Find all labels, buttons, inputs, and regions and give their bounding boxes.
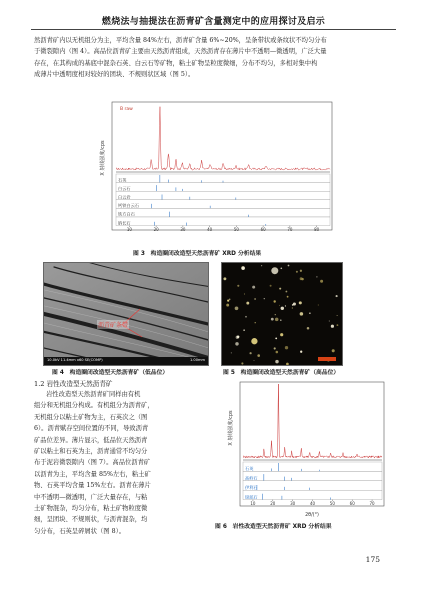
figure4-annotation: 沥青矿条带 bbox=[98, 322, 129, 329]
x-tick-label: 30 bbox=[290, 501, 296, 507]
section-line: 匀分布，石英呈碎屑状（图 8）。 bbox=[34, 527, 126, 535]
section-line: 物、石英平均含量 15%左右。沥青在薄片 bbox=[34, 482, 151, 490]
intro-paragraph bbox=[34, 35, 394, 81]
figure6-xrd-chart bbox=[226, 378, 388, 518]
figure3-xrd-chart bbox=[98, 98, 336, 246]
phase-label: 伊利石 bbox=[245, 484, 258, 490]
section-line: 组分和无机组分构成。有机组分为沥青矿， bbox=[34, 402, 154, 410]
phase-label: 高岭石 bbox=[245, 475, 258, 481]
intro-line: 成薄片中透明度相对较好的团块、不规则状区域（图 5）。 bbox=[34, 71, 195, 79]
section-line: 细，呈团块、不规则状，与沥青混杂，均 bbox=[34, 516, 148, 524]
figure3-ylabel: X 射线强度/cps bbox=[100, 140, 106, 176]
x-tick-label: 40 bbox=[309, 501, 316, 507]
phase-label: 钠长石 bbox=[118, 220, 131, 226]
figure4-caption: 图 4 构造圈闭改造型天然沥青矿（低品位） bbox=[52, 370, 169, 376]
figure5-caption: 图 5 构造圈闭改造型天然沥青矿（高品位） bbox=[223, 370, 340, 376]
figure3-caption: 图 3 构造圈闭改造型天然沥青矿 XRD 分析结果 bbox=[133, 251, 262, 257]
section-line: 6）。沥青赋存空间位置的不同，导致沥青 bbox=[34, 425, 149, 433]
section-line: 布于泥岩微裂隙内（图 7）。高品位沥青矿 bbox=[34, 459, 151, 467]
figure3-inset-label: B raw bbox=[120, 107, 133, 112]
section-line: 无机组分以粘土矿物为主，石英次之（图 bbox=[34, 413, 148, 421]
x-tick-label: 10 bbox=[250, 501, 256, 507]
phase-label: 白云岩 bbox=[118, 194, 131, 200]
x-tick-label: 60 bbox=[349, 501, 355, 507]
x-tick-label: 60 bbox=[260, 227, 266, 233]
figure6-phase-panel bbox=[243, 462, 382, 500]
phase-label: 白云石 bbox=[118, 185, 131, 191]
figure6-xlabel: 2θ/(°) bbox=[305, 513, 319, 518]
header-rule bbox=[31, 29, 396, 30]
section-heading: 1.2 岩性改造型天然沥青矿 bbox=[34, 380, 113, 388]
figure5-micrograph bbox=[221, 262, 343, 366]
x-tick-label: 20 bbox=[270, 501, 276, 507]
x-tick-label: 50 bbox=[233, 227, 239, 233]
section-line: 岩性改造型天然沥青矿同样由有机 bbox=[46, 391, 141, 398]
x-tick-label: 30 bbox=[180, 227, 186, 233]
section-line: 矿以粘土和石英为主，沥青通常不均匀分 bbox=[34, 448, 148, 456]
running-header: 燃烧法与抽提法在沥青矿含量测定中的应用探讨及启示 bbox=[101, 17, 326, 27]
figure6-ylabel: X 射线强度/cps bbox=[228, 410, 234, 446]
section-line: 矿品位差异。薄片显示，低品位天然沥青 bbox=[34, 436, 148, 444]
figure5-image bbox=[222, 263, 342, 365]
phase-label: 铁方白石 bbox=[118, 211, 135, 217]
intro-line: 存在，在其构成的基底中混杂石英、白云石等矿物，粘土矿物呈粒度微细，分布不均匀，多相对集中构 bbox=[34, 59, 318, 67]
figure4-micrograph bbox=[43, 262, 209, 366]
intro-line: 于微裂隙内（图 4）。高品位沥青矿主要由天然沥青组成，天然沥青存在薄片中不透明—微透明，广泛大量 bbox=[34, 48, 327, 56]
x-tick-label: 70 bbox=[369, 501, 375, 507]
phase-label: 钙铁白云石 bbox=[118, 203, 139, 209]
section-line: 以沥青为主，平均含量 85%左右，粘土矿 bbox=[34, 470, 151, 478]
x-tick-label: 50 bbox=[329, 501, 335, 507]
phase-label: 石英 bbox=[245, 466, 254, 472]
section-line: 土矿物混杂，均匀分布，粘土矿物粒度微 bbox=[34, 505, 148, 513]
figure4-scale-text: 10.0kV 11.4mm x60 SE(COMP) bbox=[47, 357, 103, 362]
figure3-phase-panel bbox=[116, 174, 330, 226]
x-tick-label: 10 bbox=[126, 227, 132, 233]
x-tick-label: 20 bbox=[153, 227, 159, 233]
intro-line: 然沥青矿内以无机组分为主，平均含量 84%左右，沥青矿含量 6%~20%，呈条带状或条纹状不均匀分布 bbox=[34, 37, 327, 44]
page-number: 175 bbox=[365, 555, 380, 564]
figure4-scale-bar: 1.00mm bbox=[189, 357, 205, 362]
figure4-image bbox=[44, 263, 208, 365]
section-line: 中不透明—微透明，广泛大量存在，与粘 bbox=[34, 493, 148, 501]
phase-label: 石英 bbox=[118, 177, 127, 183]
x-tick-label: 40 bbox=[207, 227, 213, 233]
x-tick-label: 80 bbox=[314, 227, 320, 233]
section-paragraph bbox=[34, 389, 212, 537]
figure6-caption: 图 6 岩性改造型天然沥青矿 XRD 分析结果 bbox=[215, 524, 332, 530]
x-tick-label: 70 bbox=[287, 227, 293, 233]
phase-label: 绿泥石 bbox=[245, 494, 258, 500]
